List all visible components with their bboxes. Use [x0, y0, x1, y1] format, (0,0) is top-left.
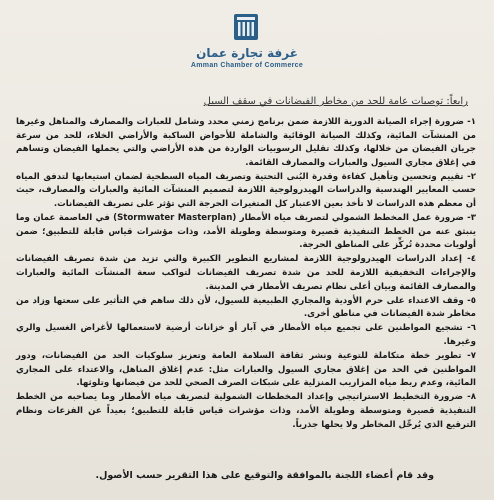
recommendations-list	[16, 116, 476, 433]
recommendation-item-6: ٦- تشجيع المواطنين على تجميع مياه الأمطار في آبار أو خزانات أرضية لاستعمالها لأغراض الغسيل والري وغيرها.	[16, 323, 476, 347]
section-title: رابعاً: توصيات عامة للحد من مخاطر الفيضانات في سقف السيل	[203, 96, 468, 107]
recommendation-item-3: ٣- ضرورة عمل المخطط الشمولي لتصريف مياه الأمطار (Stormwater Masterplan) في العاصمة عمان وما ينبثق عنه من الخطط التنفيذية قصيرة ومتوسطة وطويلة الأمد، وذات مؤشرات قياس قابلة للتطبيق؛ ضمن أولويات محددة تُركِّز على المناطق الحرجة.	[16, 213, 476, 251]
recommendation-item-7: ٧- تطوير خطة متكاملة للتوعية ونشر ثقافة السلامة العامة وتعزيز سلوكيات الحد من الفيضانات، ودور المواطنين في الحد من إغلاق مجاري السيول والعبارات مثل: عدم إغلاق المناهل، والاعتداء على المجاري المائية، وعدم ربط مياه المزاريب المنزلية على شبكات الصرف الصحي للحد من فيضانها وتلوثها.	[16, 351, 476, 389]
org-name-arabic: غرفة تجارة عمان	[196, 46, 298, 60]
recommendation-item-2: ٢- تقييم وتحسين وتأهيل كفاءة وقدرة البُنى التحتية وتصريف المياه السطحية لضمان استيعابها لتدفق المياه حسب المعايير الهندسية والدراسات الهيدرولوجية اللازمة لتصميم المنشآت المائية والعبارات والمصارف، حيث أن معظم هذه الدراسات لا تأخذ بعين الاعتبار كل المتغيرات الحرجة التي تؤثر على تصريف الفيضانات.	[16, 171, 476, 210]
org-name-english: Amman Chamber of Commerce	[190, 62, 304, 69]
recommendation-item-1: ١- ضرورة إجراء الصيانة الدورية اللازمة ضمن برنامج زمني محدد وشامل للعبارات والمصارف والمناهل وغيرها من المنشآت المائية، وكذلك الصيانة الوقائية والشاملة للأحواض الساكبة والأراضي الخلاء، للحد من سرعة جريان الفيضان من خلالها، وكذلك تقليل الرسوبيات الواردة من هذه الأراضي والتي يحملها الفيضان وتساهم في إغلاق مجاري السيول والعبارات والمصارف القائمة.	[16, 117, 476, 168]
closing-statement: وقد قام أعضاء اللجنة بالموافقة والتوقيع على هذا التقرير حسب الأصول.	[95, 470, 434, 481]
letterhead	[0, 8, 494, 76]
recommendation-item-4: ٤- إعداد الدراسات الهيدرولوجية اللازمة لمشاريع التطوير الكبيرة والتي تزيد من شدة تصريف الفيضانات والإجراءات التخفيفية اللازمة للحد من شدة تصريف الفيضانات لتواكب سعة المنشآت المائية والعبارات والمصارف القائمة وبيان أعلى نظام تصريف الأمطار في المدينة.	[16, 254, 476, 292]
chamber-building-logo-icon	[228, 8, 264, 44]
recommendation-item-8: ٨- ضرورة التخطيط الاستراتيجي وإعداد المخططات الشمولية لتصريف مياه الأمطار وما يصاحبه من الخطط التنفيذية قصيرة ومتوسطة وطويلة الأمد، وذات مؤشرات قياس قابلة للتطبيق؛ بعيداً عن الفزعات ونظام الترقيع الذي يُرحِّل المخاطر ولا يحلها جذرياً.	[16, 392, 476, 430]
recommendation-item-5: ٥- وقف الاعتداء على حرم الأودية والمجاري الطبيعية للسيول، لأن ذلك ساهم في التأثير على سعتها وزاد من مخاطر شدة الفيضانات في مناطق أخرى.	[16, 295, 476, 320]
